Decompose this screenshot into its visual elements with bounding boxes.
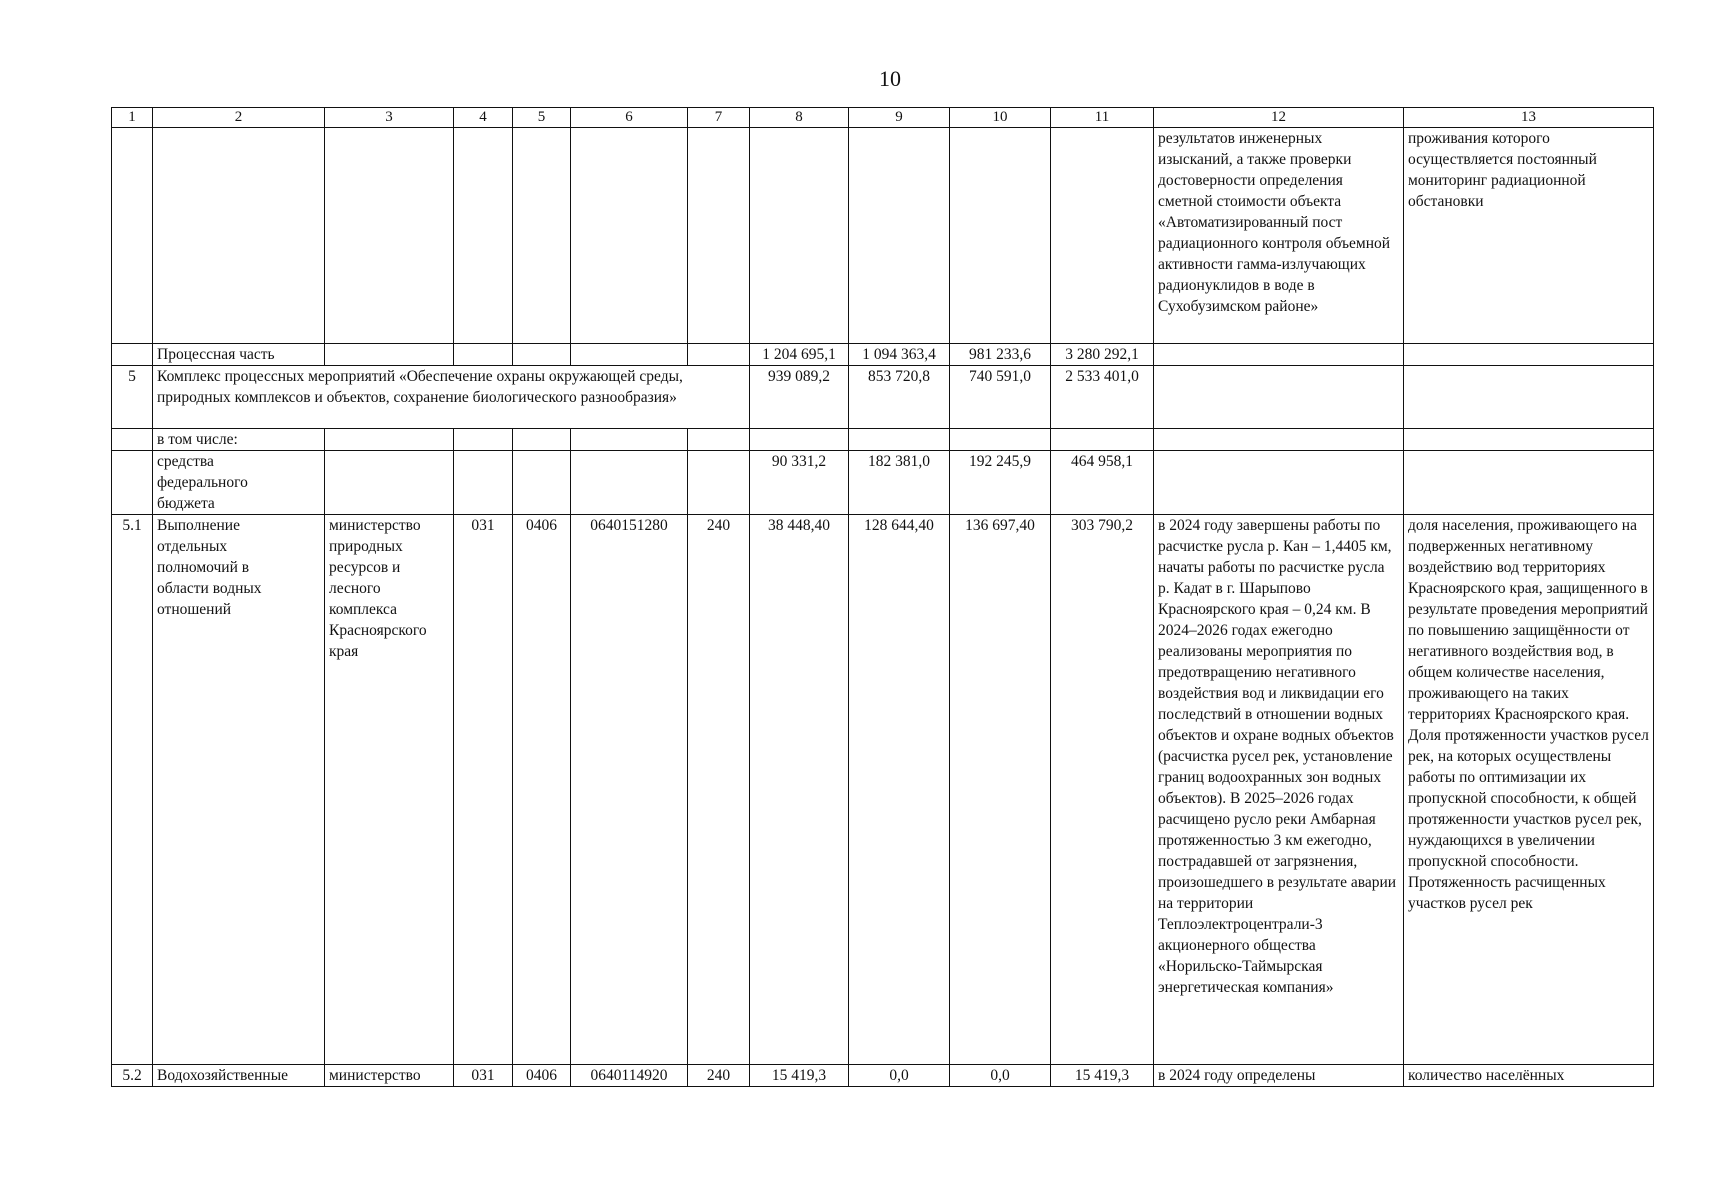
header-cell: 7 <box>688 108 750 128</box>
federal-budget-row <box>112 451 1654 515</box>
process-part-value-9: 1 094 363,4 <box>849 344 950 366</box>
row-5-2-code-7: 240 <box>688 1065 750 1087</box>
header-cell: 6 <box>571 108 688 128</box>
header-cell: 11 <box>1051 108 1154 128</box>
federal-value-9: 182 381,0 <box>849 451 950 515</box>
row-5-1-executor: министерство природных ресурсов и лесного комплекса Красноярского края <box>325 515 454 1065</box>
header-cell: 8 <box>750 108 849 128</box>
row-5-1-value-9: 128 644,40 <box>849 515 950 1065</box>
complex-5-value-9: 853 720,8 <box>849 366 950 429</box>
process-part-row <box>112 344 1654 366</box>
continuation-row <box>112 128 1654 344</box>
row-5-2-code-5: 0406 <box>513 1065 571 1087</box>
row-5-2-indicators: количество населённых <box>1404 1065 1654 1087</box>
budget-table <box>111 107 1654 1087</box>
header-cell: 1 <box>112 108 153 128</box>
complex-5-value-10: 740 591,0 <box>950 366 1051 429</box>
federal-budget-label: средства федерального бюджета <box>153 451 325 515</box>
header-cell: 13 <box>1404 108 1654 128</box>
row-5-2-value-8: 15 419,3 <box>750 1065 849 1087</box>
header-cell: 12 <box>1154 108 1404 128</box>
federal-value-8: 90 331,2 <box>750 451 849 515</box>
process-part-value-10: 981 233,6 <box>950 344 1051 366</box>
complex-5-value-11: 2 533 401,0 <box>1051 366 1154 429</box>
row-5-1-value-11: 303 790,2 <box>1051 515 1154 1065</box>
row-5-1-name: Выполнение отдельных полномочий в области водных отношений <box>153 515 325 1065</box>
row-5-1-code-6: 0640151280 <box>571 515 688 1065</box>
process-part-value-8: 1 204 695,1 <box>750 344 849 366</box>
complex-5-number: 5 <box>112 366 153 429</box>
header-cell: 10 <box>950 108 1051 128</box>
row-5-1-indicators: доля населения, проживающего на подверженных негативному воздействию вод территориях Красноярского края, защищенного в результате проведения мероприятий по повышению защищённости от негативного воздействия вод, в общем количестве населения, проживающего на таких территориях Красноярского края. Доля протяженности участков русел рек, на которых осуществлены работы по оптимизации их пропускной способности, к общей протяженности участков русел рек, нуждающихся в увеличении пропускной способности. Протяженность расчищенных участков русел рек <box>1404 515 1654 1065</box>
complex-5-title: Комплекс процессных мероприятий «Обеспечение охраны окружающей среды, природных комплексов и объектов, сохранение биологического разнообразия» <box>153 366 750 429</box>
row-5-2-code-6: 0640114920 <box>571 1065 688 1087</box>
continuation-result-text: результатов инженерных изысканий, а также проверки достоверности определения сметной стоимости объекта «Автоматизированный пост радиационного контроля объемной активности гамма-излучающих радионуклидов в воде в Сухобузимском районе» <box>1154 128 1404 344</box>
row-5-2 <box>112 1065 1654 1087</box>
row-5-1-code-7: 240 <box>688 515 750 1065</box>
row-5-2-value-11: 15 419,3 <box>1051 1065 1154 1087</box>
row-5-1-results: в 2024 году завершены работы по расчистке русла р. Кан – 1,4405 км, начаты работы по расчистке русла р. Кадат в г. Шарыпово Красноярского края – 0,24 км. В 2024–2026 годах ежегодно реализованы мероприятия по предотвращению негативного воздействия вод и ликвидации его последствий в отношении водных объектов и охране водных объектов (расчистка русел рек, установление границ водоохранных зон водных объектов). В 2025–2026 годах расчищено русло реки Амбарная протяженностью 3 км ежегодно, пострадавшей от загрязнения, произошедшего в результате аварии на территории Теплоэлектроцентрали-3 акционерного общества «Норильско-Таймырская энергетическая компания» <box>1154 515 1404 1065</box>
page-number: 10 <box>879 66 901 91</box>
row-5-2-code-4: 031 <box>454 1065 513 1087</box>
row-5-1-number: 5.1 <box>112 515 153 1065</box>
row-5-1 <box>112 515 1654 1065</box>
row-5-2-value-10: 0,0 <box>950 1065 1051 1087</box>
header-cell: 4 <box>454 108 513 128</box>
row-5-1-value-10: 136 697,40 <box>950 515 1051 1065</box>
header-cell: 2 <box>153 108 325 128</box>
including-row <box>112 429 1654 451</box>
header-cell: 9 <box>849 108 950 128</box>
process-part-label: Процессная часть <box>153 344 325 366</box>
header-cell: 3 <box>325 108 454 128</box>
federal-value-11: 464 958,1 <box>1051 451 1154 515</box>
row-5-1-code-4: 031 <box>454 515 513 1065</box>
row-5-2-results: в 2024 году определены <box>1154 1065 1404 1087</box>
row-5-2-name: Водохозяйственные <box>153 1065 325 1087</box>
federal-value-10: 192 245,9 <box>950 451 1051 515</box>
row-5-1-value-8: 38 448,40 <box>750 515 849 1065</box>
row-5-1-code-5: 0406 <box>513 515 571 1065</box>
complex-5-row <box>112 366 1654 429</box>
continuation-indicator-text: проживания которого осуществляется постоянный мониторинг радиационной обстановки <box>1404 128 1654 344</box>
row-5-2-executor: министерство <box>325 1065 454 1087</box>
header-row <box>112 108 1654 128</box>
including-label: в том числе: <box>153 429 325 451</box>
header-cell: 5 <box>513 108 571 128</box>
row-5-2-value-9: 0,0 <box>849 1065 950 1087</box>
row-5-2-number: 5.2 <box>112 1065 153 1087</box>
complex-5-value-8: 939 089,2 <box>750 366 849 429</box>
process-part-value-11: 3 280 292,1 <box>1051 344 1154 366</box>
